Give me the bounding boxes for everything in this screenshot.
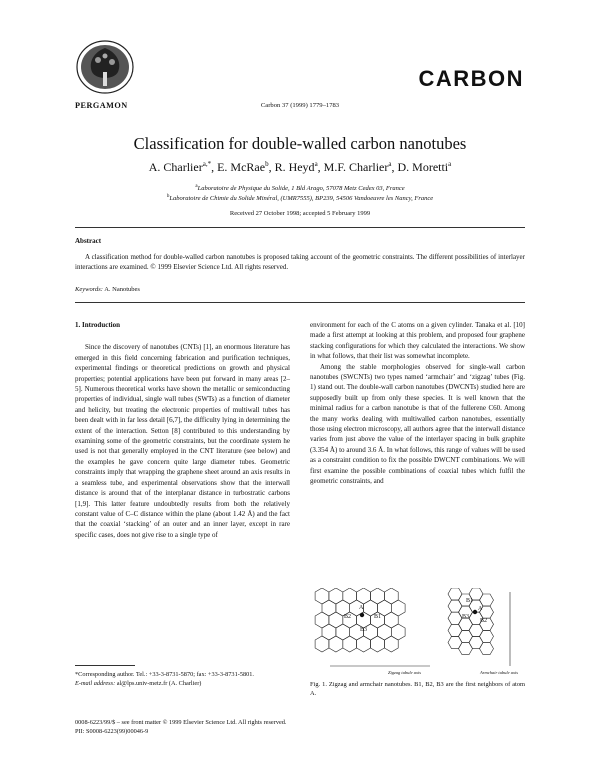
atom-b-label: B2: [480, 618, 488, 624]
email-line: [75, 679, 290, 688]
hexagon-cell: [448, 588, 462, 600]
hexagon-cell: [336, 624, 350, 640]
publisher-logo: [74, 38, 136, 96]
affiliation-text: Laboratoire de Chimie du Solide Minéral, (UMR7555), BP239, 54506 Vandoeuvre les Nancy, France: [169, 195, 434, 203]
hexagon-cell: [459, 643, 473, 655]
atom-a: [360, 613, 364, 617]
abstract-text: A classification method for double-walled carbon nanotubes is proposed taking account of the geometric constraints. The different possibilities of interlayer interactions are examined. © 1999 Elsevier Science Ltd. All rights reserved.: [75, 253, 525, 272]
hexagon-cell: [391, 624, 405, 640]
armchair-axis-label: Armchair tubule axis: [480, 670, 518, 675]
author-affil-mark: b: [265, 160, 269, 168]
atom-a-label: A: [359, 605, 364, 611]
footnote-divider: [75, 665, 135, 666]
affiliation-mark: a: [195, 184, 198, 189]
author-name: E. McRae: [217, 160, 266, 174]
left-column: [75, 320, 290, 540]
hexagon-cell: [480, 594, 494, 606]
footnote: [75, 670, 290, 688]
zigzag-axis-label: Zigzag tubule axis: [388, 670, 422, 675]
keywords: [75, 286, 140, 293]
zigzag-lattice: [315, 588, 405, 652]
email-address[interactable]: al@lps.univ-metz.fr (A. Charlier): [116, 680, 202, 687]
email-label: E-mail address:: [75, 680, 116, 687]
atom-a: [473, 610, 477, 614]
hexagon-cell: [343, 588, 357, 604]
divider: [75, 227, 525, 228]
author-name: D. Moretti: [397, 160, 449, 174]
hexagon-cell: [329, 612, 343, 628]
figure-caption: Fig. 1. Zigzag and armchair nanotubes. B1, B2, B3 are the first neighbors of atom A.: [310, 681, 525, 697]
hexagon-cell: [371, 588, 385, 604]
hexagon-cell: [329, 588, 343, 604]
pii-line: PII: S0008-6223(99)00046-9: [75, 728, 149, 735]
figure-nanotube-lattices: [310, 588, 525, 676]
paper-title: Classification for double-walled carbon nanotubes: [133, 134, 467, 153]
journal-title: CARBON: [418, 66, 524, 91]
body-paragraph: environment for each of the C atoms on a given cylinder. Tanaka et al. [10] made a first attempt at looking at this problem, and proposed four graphene stacking configurations for which they calculated the interactions. We show in what follows, that their list was somewhat incomplete.: [310, 321, 525, 361]
hexagon-cell: [329, 636, 343, 652]
author-list: A. Charlier$^{a,*}$, E. McRae$^b$, R. Heyd$^a$, M.F. Charlier$^a$, D. Moretti$^a$: [148, 160, 452, 174]
hexagon-cell: [384, 636, 398, 652]
author-name: M.F. Charlier: [323, 160, 389, 174]
received-dates: Received 27 October 1998; accepted 5 February 1999: [229, 210, 371, 217]
affiliation-mark: b: [166, 194, 170, 199]
hexagon-cell: [357, 636, 371, 652]
hexagon-cell: [384, 588, 398, 604]
hexagon-cell: [371, 636, 385, 652]
affiliation: [0, 194, 600, 202]
hexagon-cell: [357, 588, 371, 604]
corresponding-author-note: *Corresponding author. Tel.: +33-3-8731-5870; fax: +33-3-8731-5801.: [75, 671, 254, 678]
journal-citation: Carbon 37 (1999) 1779–1783: [260, 102, 340, 109]
atom-b-label: B1: [374, 614, 382, 620]
hexagon-cell: [384, 612, 398, 628]
atom-a-label: A: [478, 606, 483, 612]
abstract-heading: Abstract: [75, 237, 102, 245]
copyright-block: [75, 718, 286, 736]
author-affil-mark: a: [448, 160, 452, 168]
hexagon-cell: [469, 636, 483, 648]
author-name: R. Heyd: [274, 160, 315, 174]
affiliation-text: Laboratoire de Physique du Solide, 1 Bld Arago, 57078 Metz Cedex 03, France: [197, 185, 405, 193]
atom-b-label: B2: [344, 614, 352, 620]
affiliation: [0, 184, 600, 192]
hexagon-cell: [391, 600, 405, 616]
body-paragraph: Since the discovery of nanotubes (CNTs) [1], an enormous literature has emerged in this field concerning fabrication and purification techniques, experimental findings or theoretical predictions on growth and physical properties; potential applications have been put forward in many areas [2–5]. Numerous theoretical works have shown the metallic or semiconducting properties of individual, single wall tubes (SWTs) as a function of diameter and helicity, but treating the electronic properties of multiwall tubes has been dealt with in far less detail [6,7], the difficulty lying in determining the extent of the interaction. Setton [8] contributed to this understanding by examining some of the geometric constraints, but the coordinate system he used is not that generally employed in the CNT literature (see below) and the examples he gave concern quite large diameter tubes. Geometric constraints imply that wrapping the graphene sheet around an axis results in a seamless tube, and experimental observations show that the interwall distance is around that of the interplanar distance in turbostratic carbons [1,9]. This latter feature undoubtedly results from both the relatively constant value of C–C distance within the plane (about 1.42 Å) and the fact that the coaxial ‘stacking’ of an outer and an inner layer, except in rare specific cases, does not give rise to a single type of: [75, 343, 290, 539]
atom-b-label: B1: [466, 598, 474, 604]
author-affil-mark: a,*: [202, 160, 212, 168]
hexagon-cell: [480, 630, 494, 642]
copyright-line: 0008-6223/99/$ – see front matter © 1999 Elsevier Science Ltd. All rights reserved.: [75, 719, 287, 726]
publisher-name: PERGAMON: [75, 101, 128, 110]
author-affil-mark: a: [314, 160, 318, 168]
hexagon-cell: [459, 618, 473, 630]
keywords-value: A. Nanotubes: [104, 286, 140, 293]
hexagon-cell: [480, 643, 494, 655]
hexagon-cell: [448, 636, 462, 648]
divider: [75, 302, 525, 303]
hexagon-cell: [315, 588, 329, 604]
hexagon-cell: [322, 624, 336, 640]
hexagon-cell: [315, 612, 329, 628]
hexagon-cell: [322, 600, 336, 616]
hexagon-cell: [315, 636, 329, 652]
section-heading: 1. Introduction: [75, 321, 120, 329]
author-affil-mark: a: [388, 160, 392, 168]
author-name: A. Charlier: [148, 160, 203, 174]
atom-b-label: B3: [462, 614, 470, 620]
right-column: [310, 320, 525, 487]
body-paragraph: Among the stable morphologies observed for single-wall carbon nanotubes (SWCNTs) two types named ‘armchair’ and ‘zigzag’ tubes (Fig. 1) stand out. The double-wall carbon nanotubes (DWCNTs) studied here are supposedly built up from only these species. It is well known that the minimal radius for a carbon nanotube is that of the fullerene C60. Among the many works dealing with multiwalled carbon nanotubes, essentially those using electron microscopy, all authors agree that the interwall distance varies from just above the value of the interlayer spacing in bulk graphite (3.354 Å) to around 3.6 Å. In what follows, this range of values will be used as a constraint condition to fix the possible DWCNT combinations. We will first examine the possible combinations of coaxial tubes which fulfil the geometric constraints, and: [310, 362, 525, 486]
hexagon-cell: [377, 624, 391, 640]
atom-b-label: B3: [360, 627, 368, 633]
keywords-label: Keywords:: [75, 286, 103, 293]
hexagon-cell: [343, 636, 357, 652]
